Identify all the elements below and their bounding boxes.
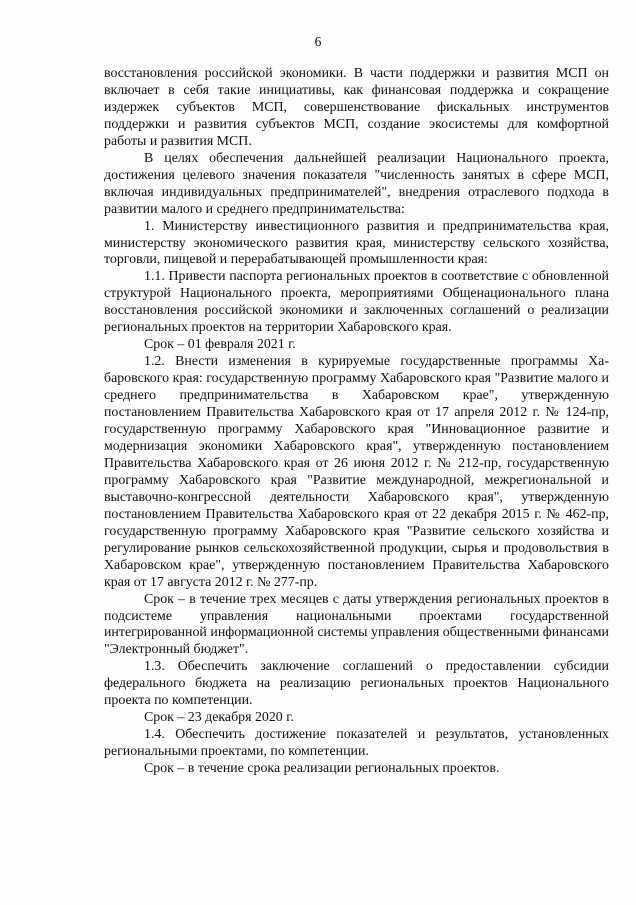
paragraph-item-1: 1. Министерству инвестиционного развития и предпринимательства края, министерству экономического развития края, министерству сельского хозяйства, торговли, пищевой и перерабатывающей промышленности края:: [104, 218, 609, 268]
paragraph-deadline-1-2: Срок – в течение трех месяцев с даты утверждения региональных проектов в подсистеме управления национальными проектами государственной интегрированной информационной системы управления общественными финансами "Электронный бюджет".: [104, 591, 609, 658]
paragraph-goals-intro: В целях обеспечения дальнейшей реализации Национального проекта, достижения целевого значения показателя "численность занятых в сфере МСП, включая индивидуальных предпринимателей", внедрения отраслевого подхода в развитии малого и среднего предпринимательства:: [104, 150, 609, 217]
paragraph-item-1-3: 1.3. Обеспечить заключение соглашений о предоставлении субсидии федерального бюджета на реализацию региональных проектов Национального проекта по компетенции.: [104, 659, 609, 709]
paragraph-deadline-1-3: Срок – 23 декабря 2020 г.: [144, 710, 294, 726]
document-body: [104, 66, 609, 778]
paragraph-deadline-1-4: Срок – в течение срока реализации региональных проектов.: [144, 761, 500, 777]
paragraph-msp-continuation: восстановления российской экономики. В части поддержки и развития МСП он включает в себя такие инициативы, как финансовая поддержка и сокращение издержек субъектов МСП, совершенствование фискальных инструментов поддержки и развития субъектов МСП, создание экосистемы для комфортной работы и развития МСП.: [104, 66, 609, 149]
paragraph-deadline-1-1: Срок – 01 февраля 2021 г.: [144, 337, 296, 353]
paragraph-item-1-4: 1.4. Обеспечить достижение показателей и результатов, установленных региональными проектами, по компетенции.: [104, 727, 609, 760]
paragraph-item-1-1: 1.1. Привести паспорта региональных проектов в соответствие с обновленной структурой Национального проекта, мероприятиями Общенационального плана восстановления российской экономики и заключенных соглашений о реализации региональных проектов на территории Хабаровского края.: [104, 269, 609, 336]
page-number: 6: [314, 34, 322, 49]
paragraph-item-1-2: 1.2. Внести изменения в курируемые государственные программы Хабаровского края: государственную программу Хабаровского края "Развитие малого и среднего предпринимательства в Хабаровском крае", утвержденную постановлением Правительства Хабаровского края от 17 апреля 2012 г. № 124-пр, государственную программу Хабаровского края "Инновационное развитие и модернизация экономики Хабаровского края", утвержденную постановлением Правительства Хабаровского края от 26 июня 2012 г. № 212-пр, государственную программу Хабаровского края "Развитие международной, межрегиональной и выставочно-конгрессной деятельности Хабаровского края", утвержденную постановлением Правительства Хабаровского края от 22 декабря 2015 г. № 462-пр, государственную программу Хабаровского края "Развитие сельского хозяйства и регулирование рынков сельскохозяйственной продукции, сырья и продовольствия в Хабаровском крае", утвержденную постановлением Правительства Хабаровского края от 17 августа 2012 г. № 277-пр.: [104, 354, 609, 590]
